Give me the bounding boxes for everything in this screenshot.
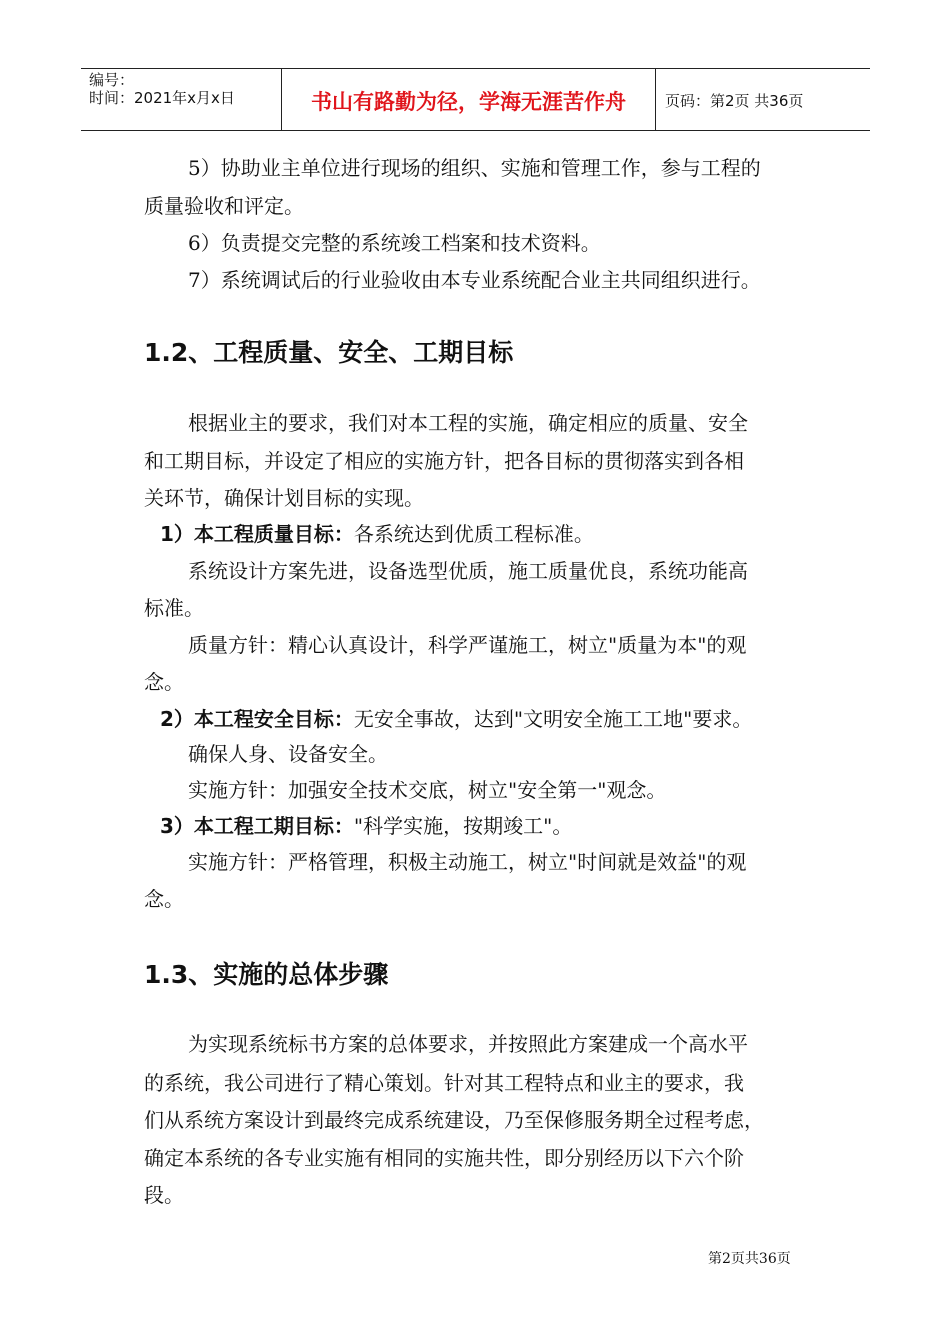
safety-goal-label: 2）本工程安全目标： [160, 707, 354, 731]
header-motto-cell [281, 69, 656, 130]
quality-goal-text: 各系统达到优质工程标准。 [353, 522, 594, 546]
section-1-2-intro-line-1: 根据业主的要求，我们对本工程的实施，确定相应的质量、安全 [188, 411, 748, 435]
section-1-3-line-1: 为实现系统标书方案的总体要求，并按照此方案建成一个高水平 [188, 1032, 748, 1056]
section-heading-1-3: 1.3、实施的总体步骤 [144, 960, 389, 989]
safety-goal [160, 707, 752, 731]
section-1-3-line-5: 段。 [144, 1183, 184, 1207]
quality-goal [160, 522, 594, 546]
header-motto: 书山有路勤为径，学海无涯苦作舟 [311, 90, 626, 114]
document-number-label: 编号： [89, 71, 135, 89]
schedule-goal-text: "科学实施，按期竣工"。 [353, 814, 573, 838]
document-date: 时间：2021年x月x日 [89, 89, 235, 107]
header-page-cell [655, 69, 870, 130]
quality-policy-line-2: 念。 [144, 670, 184, 694]
page-header [81, 68, 870, 131]
section-heading-1-2: 1.2、工程质量、安全、工期目标 [144, 338, 514, 367]
paragraph-6: 6）负责提交完整的系统竣工档案和技术资料。 [188, 231, 601, 255]
schedule-policy-line-1: 实施方针：严格管理，积极主动施工，树立"时间就是效益"的观 [188, 850, 747, 874]
safety-detail-1: 确保人身、设备安全。 [188, 742, 388, 766]
safety-goal-text: 无安全事故，达到"文明安全施工工地"要求。 [353, 707, 753, 731]
footer-page-number: 第2页共36页 [708, 1251, 791, 1267]
section-1-3-line-2: 的系统，我公司进行了精心策划。针对其工程特点和业主的要求，我 [144, 1071, 744, 1095]
header-page-number: 页码：第2页 共36页 [665, 92, 804, 110]
section-1-2-intro-line-2: 和工期目标，并设定了相应的实施方针，把各目标的贯彻落实到各相 [144, 449, 744, 473]
schedule-goal-label: 3）本工程工期目标： [160, 814, 354, 838]
section-1-3-line-3: 们从系统方案设计到最终完成系统建设，乃至保修服务期全过程考虑， [144, 1108, 764, 1132]
paragraph-7: 7）系统调试后的行业验收由本专业系统配合业主共同组织进行。 [188, 268, 761, 292]
quality-detail-1-line-2: 标准。 [144, 596, 204, 620]
schedule-goal [160, 814, 572, 838]
paragraph-5-line-2: 质量验收和评定。 [144, 194, 304, 218]
safety-policy: 实施方针：加强安全技术交底，树立"安全第一"观念。 [188, 778, 667, 802]
quality-policy-line-1: 质量方针：精心认真设计，科学严谨施工，树立"质量为本"的观 [188, 633, 747, 657]
section-1-3-line-4: 确定本系统的各专业实施有相同的实施共性，即分别经历以下六个阶 [144, 1146, 744, 1170]
header-meta [81, 69, 281, 130]
section-1-2-intro-line-3: 关环节，确保计划目标的实现。 [144, 486, 424, 510]
quality-goal-label: 1）本工程质量目标： [160, 522, 354, 546]
quality-detail-1-line-1: 系统设计方案先进，设备选型优质，施工质量优良，系统功能高 [188, 559, 748, 583]
schedule-policy-line-2: 念。 [144, 887, 184, 911]
paragraph-5-line-1: 5）协助业主单位进行现场的组织、实施和管理工作，参与工程的 [188, 156, 761, 180]
